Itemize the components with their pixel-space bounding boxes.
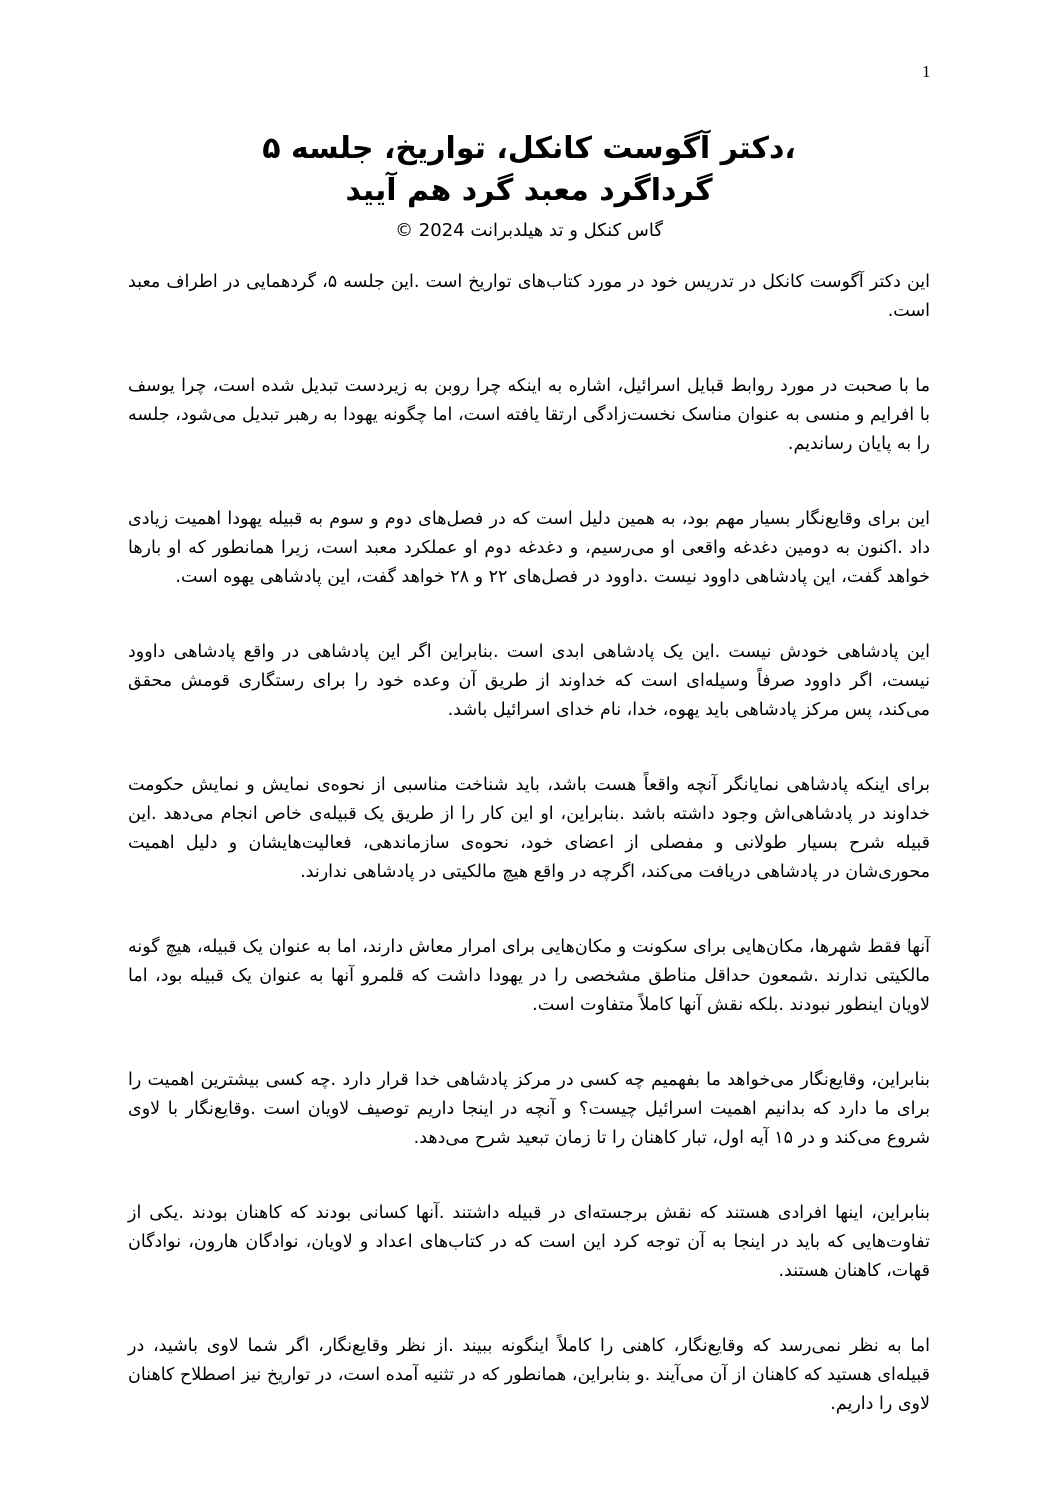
title-line-1: ،دکتر آگوست کانکل، تواریخ، جلسه ۵ xyxy=(262,131,796,166)
paragraph-6: آنها فقط شهرها، مکان‌هایی برای سکونت و مکان‌هایی برای امرار معاش دارند، اما به عنوان یک قبیله، هیچ گونه مالکیتی ندارند .شمعون حداقل مناطق مشخصی را در یهودا داشت که قلمرو آنها به عنوان یک قبیله بود، اما لاویان اینطور نبودند .بلکه نقش آنها کاملاً متفاوت است. xyxy=(128,937,930,1015)
paragraph-9: اما به نظر نمی‌رسد که وقایع‌نگار، کاهنی را کاملاً اینگونه ببیند .از نظر وقایع‌نگار، اگر شما لاوی باشید، در قبیله‌ای هستید که کاهنان از آن می‌آیند .و بنابراین، همانطور که در تثنیه آمده است، در تواریخ نیز اصطلاح کاهنان لاوی را داریم. xyxy=(128,1336,930,1414)
paragraph-4: این پادشاهی خودش نیست .این یک پادشاهی ابدی است .بنابراین اگر این پادشاهی در واقع پادشاهی داوود نیست، اگر داوود صرفاً وسیله‌ای است که خداوند از طریق آن وعده خود را برای رستگاری قومش محقق می‌کند، پس مرکز پادشاهی باید یهوه، خدا، نام خدای اسرائیل باشد. xyxy=(128,642,930,720)
document-header xyxy=(0,128,1058,246)
authors-copyright: گاس کنکل و تد هیلدبرانت 2024 © xyxy=(395,220,663,241)
paragraph-5: برای اینکه پادشاهی نمایانگر آنچه واقعاً هست باشد، باید شناخت مناسبی از نحوه‌ی نمایش و نمایش حکومت خداوند در پادشاهی‌اش وجود داشته باشد .بنابراین، او این کار را از طریق یک قبیله‌ی خاص انجام می‌دهد .این قبیله شرح بسیار طولانی و مفصلی از اعضای خود، نحوه‌ی سازماندهی، فعالیت‌هایشان و دلیل اهمیت محوری‌شان در پادشاهی دریافت می‌کند، اگرچه در واقع هیچ مالکیتی در پادشاهی ندارند. xyxy=(128,775,930,882)
paragraph-2: ما با صحبت در مورد روابط قبایل اسرائیل، اشاره به اینکه چرا روبن به زیردست تبدیل شده است، چرا یوسف با افرایم و منسی به عنوان مناسک نخست‌زادگی ارتقا یافته است، اما چگونه یهودا به رهبر تبدیل می‌شود، جلسه را به پایان رساندیم. xyxy=(128,376,930,454)
page-number: 1 xyxy=(922,62,931,81)
paragraph-8: بنابراین، اینها افرادی هستند که نقش برجسته‌ای در قبیله داشتند .آنها کسانی بودند که کاهنان بودند .یکی از تفاوت‌هایی که باید در اینجا به آن توجه کرد این است که در کتاب‌های اعداد و لاویان، نوادگان هارون، نوادگان قهات، کاهنان هستند. xyxy=(128,1203,930,1281)
paragraph-1: این دکتر آگوست کانکل در تدریس خود در مورد کتاب‌های تواریخ است .این جلسه ۵، گردهمایی در اطراف معبد است. xyxy=(128,272,930,321)
document-body xyxy=(128,268,930,1465)
paragraph-7: بنابراین، وقایع‌نگار می‌خواهد ما بفهمیم چه کسی در مرکز پادشاهی خدا قرار دارد .چه کسی بیشترین اهمیت را برای ما دارد که بدانیم اهمیت اسرائیل چیست؟ و آنچه در اینجا داریم توصیف لاویان است .وقایع‌نگار با لاوی شروع می‌کند و در ۱۵ آیه اول، تبار کاهنان را تا زمان تبعید شرح می‌دهد. xyxy=(128,1070,930,1148)
paragraph-3: این برای وقایع‌نگار بسیار مهم بود، به همین دلیل است که در فصل‌های دوم و سوم به قبیله یهودا اهمیت زیادی داد .اکنون به دومین دغدغه واقعی او می‌رسیم، و دغدغه دوم او عملکرد معبد است، زیرا همانطور که او بارها خواهد گفت، این پادشاهی داوود نیست .داوود در فصل‌های ۲۲ و ۲۸ خواهد گفت، این پادشاهی یهوه است. xyxy=(128,509,930,587)
title-line-2: گرداگرد معبد گرد هم آیید xyxy=(345,173,713,208)
